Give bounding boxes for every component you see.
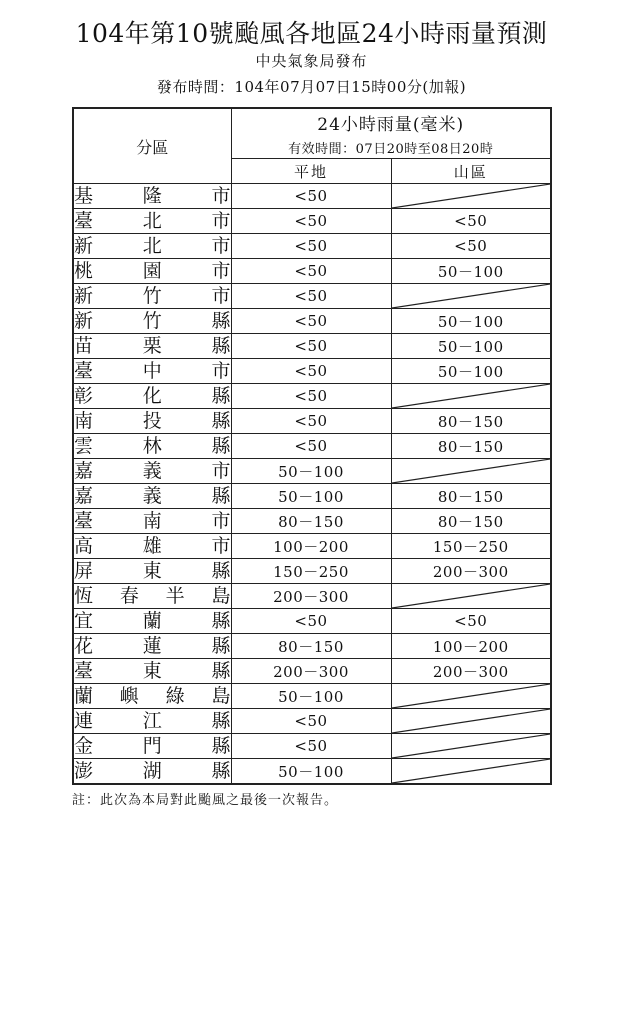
region-char: 新 <box>74 235 94 257</box>
region-char: 市 <box>211 285 231 307</box>
region-char: 投 <box>142 410 162 432</box>
region-char: 市 <box>211 360 231 382</box>
region-cell <box>73 259 231 284</box>
mountain-not-applicable <box>391 584 551 609</box>
mountain-not-applicable <box>391 459 551 484</box>
table-row <box>73 184 551 209</box>
region-char: 北 <box>142 235 162 257</box>
region-char: 南 <box>142 510 162 532</box>
plain-rainfall: 50－100 <box>231 484 391 509</box>
region-cell <box>73 509 231 534</box>
document-title: 104年第10號颱風各地區24小時雨量預測 <box>75 19 548 48</box>
region-char: 市 <box>211 510 231 532</box>
region-cell <box>73 734 231 759</box>
mountain-not-applicable <box>391 709 551 734</box>
table-row <box>73 284 551 309</box>
mountain-not-applicable <box>391 284 551 309</box>
table-row <box>73 609 551 634</box>
region-char: 雄 <box>142 535 162 557</box>
diagonal-slash <box>392 709 551 733</box>
region-char: 臺 <box>74 660 94 682</box>
table-row <box>73 309 551 334</box>
table-row <box>73 209 551 234</box>
issuer: 中央氣象局發布 <box>255 52 368 70</box>
region-char: 基 <box>74 185 94 207</box>
region-char: 竹 <box>142 310 162 332</box>
diagonal-slash <box>392 734 551 758</box>
region-cell <box>73 534 231 559</box>
region-char: 連 <box>74 710 94 732</box>
region-char: 東 <box>142 560 162 582</box>
region-char: 市 <box>211 260 231 282</box>
plain-rainfall: 150－250 <box>231 559 391 584</box>
table-row <box>73 759 551 785</box>
mountain-rainfall: 200－300 <box>391 559 551 584</box>
mountain-rainfall: 50－100 <box>391 334 551 359</box>
mountain-rainfall: 50－100 <box>391 259 551 284</box>
region-char: 市 <box>211 460 231 482</box>
mountain-rainfall: 200－300 <box>391 659 551 684</box>
region-char: 縣 <box>211 385 231 407</box>
region-cell <box>73 484 231 509</box>
region-char: 縣 <box>211 410 231 432</box>
region-char: 澎 <box>74 760 94 782</box>
mountain-rainfall: 80－150 <box>391 509 551 534</box>
region-cell <box>73 184 231 209</box>
region-char: 蘭 <box>74 685 94 707</box>
region-char: 市 <box>211 235 231 257</box>
table-row <box>73 534 551 559</box>
mountain-not-applicable <box>391 184 551 209</box>
mountain-not-applicable <box>391 759 551 785</box>
region-char: 嶼 <box>119 685 139 707</box>
region-cell <box>73 359 231 384</box>
table-row <box>73 384 551 409</box>
plain-rainfall: 80－150 <box>231 509 391 534</box>
region-char: 縣 <box>211 310 231 332</box>
plain-rainfall: <50 <box>231 434 391 459</box>
region-char: 半 <box>165 585 185 607</box>
table-row <box>73 259 551 284</box>
region-char: 義 <box>142 485 162 507</box>
header-mountain: 山區 <box>391 159 551 184</box>
mountain-rainfall: 80－150 <box>391 484 551 509</box>
table-row <box>73 559 551 584</box>
table-row <box>73 709 551 734</box>
region-char: 縣 <box>211 735 231 757</box>
mountain-rainfall: 50－100 <box>391 309 551 334</box>
plain-rainfall: 50－100 <box>231 459 391 484</box>
region-char: 蘭 <box>142 610 162 632</box>
plain-rainfall: 80－150 <box>231 634 391 659</box>
region-cell <box>73 234 231 259</box>
region-char: 東 <box>142 660 162 682</box>
mountain-not-applicable <box>391 734 551 759</box>
mountain-rainfall: 50－100 <box>391 359 551 384</box>
region-char: 南 <box>74 410 94 432</box>
region-char: 屏 <box>74 560 94 582</box>
region-char: 市 <box>211 210 231 232</box>
region-char: 竹 <box>142 285 162 307</box>
plain-rainfall: <50 <box>231 734 391 759</box>
region-cell <box>73 759 231 785</box>
region-char: 雲 <box>74 435 94 457</box>
header-valid-period: 有效時間：07日20時至08日20時 <box>231 137 551 159</box>
plain-rainfall: 50－100 <box>231 684 391 709</box>
diagonal-slash <box>392 759 551 783</box>
region-char: 市 <box>211 535 231 557</box>
region-char: 隆 <box>142 185 162 207</box>
table-row <box>73 634 551 659</box>
diagonal-slash <box>392 384 551 408</box>
region-char: 金 <box>74 735 94 757</box>
region-cell <box>73 409 231 434</box>
mountain-rainfall: <50 <box>391 234 551 259</box>
region-char: 湖 <box>142 760 162 782</box>
plain-rainfall: <50 <box>231 384 391 409</box>
region-char: 苗 <box>74 335 94 357</box>
region-char: 縣 <box>211 560 231 582</box>
region-cell <box>73 584 231 609</box>
region-char: 縣 <box>211 610 231 632</box>
plain-rainfall: <50 <box>231 309 391 334</box>
region-char: 桃 <box>74 260 94 282</box>
mountain-rainfall: <50 <box>391 609 551 634</box>
region-char: 花 <box>74 635 94 657</box>
region-cell <box>73 684 231 709</box>
issue-time: 發布時間：104年07月07日15時00分(加報) <box>156 78 467 96</box>
region-char: 縣 <box>211 485 231 507</box>
region-char: 臺 <box>74 360 94 382</box>
region-cell <box>73 709 231 734</box>
table-row <box>73 509 551 534</box>
region-char: 縣 <box>211 635 231 657</box>
mountain-rainfall: 100－200 <box>391 634 551 659</box>
table-row <box>73 359 551 384</box>
table-row <box>73 584 551 609</box>
region-cell <box>73 284 231 309</box>
plain-rainfall: <50 <box>231 284 391 309</box>
mountain-rainfall: 80－150 <box>391 434 551 459</box>
region-char: 高 <box>74 535 94 557</box>
region-cell <box>73 459 231 484</box>
region-cell <box>73 209 231 234</box>
region-cell <box>73 309 231 334</box>
header-region: 分區 <box>73 108 231 184</box>
table-body <box>73 184 551 785</box>
region-char: 義 <box>142 460 162 482</box>
region-char: 門 <box>142 735 162 757</box>
region-char: 島 <box>211 585 231 607</box>
region-cell <box>73 659 231 684</box>
region-char: 縣 <box>211 760 231 782</box>
table-row <box>73 234 551 259</box>
plain-rainfall: <50 <box>231 609 391 634</box>
plain-rainfall: <50 <box>231 359 391 384</box>
region-char: 江 <box>142 710 162 732</box>
region-cell <box>73 559 231 584</box>
region-char: 中 <box>142 360 162 382</box>
region-char: 栗 <box>142 335 162 357</box>
table-row <box>73 434 551 459</box>
region-cell <box>73 634 231 659</box>
table-row <box>73 659 551 684</box>
region-char: 綠 <box>165 685 185 707</box>
diagonal-slash <box>392 184 551 208</box>
mountain-rainfall: 150－250 <box>391 534 551 559</box>
region-cell <box>73 434 231 459</box>
diagonal-slash <box>392 459 551 483</box>
plain-rainfall: 50－100 <box>231 759 391 785</box>
region-char: 北 <box>142 210 162 232</box>
plain-rainfall: <50 <box>231 334 391 359</box>
region-char: 島 <box>211 685 231 707</box>
region-char: 臺 <box>74 210 94 232</box>
mountain-not-applicable <box>391 684 551 709</box>
region-char: 縣 <box>211 710 231 732</box>
region-char: 春 <box>119 585 139 607</box>
mountain-not-applicable <box>391 384 551 409</box>
region-char: 縣 <box>211 335 231 357</box>
plain-rainfall: <50 <box>231 234 391 259</box>
plain-rainfall: <50 <box>231 409 391 434</box>
region-char: 彰 <box>74 385 94 407</box>
region-char: 蓮 <box>142 635 162 657</box>
region-char: 市 <box>211 185 231 207</box>
header-plain: 平地 <box>231 159 391 184</box>
diagonal-slash <box>392 684 551 708</box>
plain-rainfall: 200－300 <box>231 584 391 609</box>
plain-rainfall: <50 <box>231 184 391 209</box>
region-char: 化 <box>142 385 162 407</box>
region-char: 宜 <box>74 610 94 632</box>
region-char: 林 <box>142 435 162 457</box>
rainfall-table <box>72 107 552 785</box>
table-row <box>73 684 551 709</box>
region-cell <box>73 609 231 634</box>
region-cell <box>73 384 231 409</box>
region-char: 新 <box>74 285 94 307</box>
footnote: 註：此次為本局對此颱風之最後一次報告。 <box>72 793 339 808</box>
table-row <box>73 409 551 434</box>
diagonal-slash <box>392 584 551 608</box>
region-char: 嘉 <box>74 485 94 507</box>
region-char: 臺 <box>74 510 94 532</box>
mountain-rainfall: 80－150 <box>391 409 551 434</box>
plain-rainfall: 100－200 <box>231 534 391 559</box>
mountain-rainfall: <50 <box>391 209 551 234</box>
region-char: 縣 <box>211 435 231 457</box>
region-char: 園 <box>142 260 162 282</box>
header-unit: 24小時雨量(毫米) <box>231 108 551 137</box>
plain-rainfall: <50 <box>231 709 391 734</box>
region-char: 恆 <box>74 585 94 607</box>
table-row <box>73 734 551 759</box>
table-row <box>73 459 551 484</box>
region-char: 縣 <box>211 660 231 682</box>
region-char: 新 <box>74 310 94 332</box>
table-row <box>73 334 551 359</box>
diagonal-slash <box>392 284 551 308</box>
plain-rainfall: 200－300 <box>231 659 391 684</box>
region-cell <box>73 334 231 359</box>
plain-rainfall: <50 <box>231 209 391 234</box>
region-char: 嘉 <box>74 460 94 482</box>
table-row <box>73 484 551 509</box>
plain-rainfall: <50 <box>231 259 391 284</box>
